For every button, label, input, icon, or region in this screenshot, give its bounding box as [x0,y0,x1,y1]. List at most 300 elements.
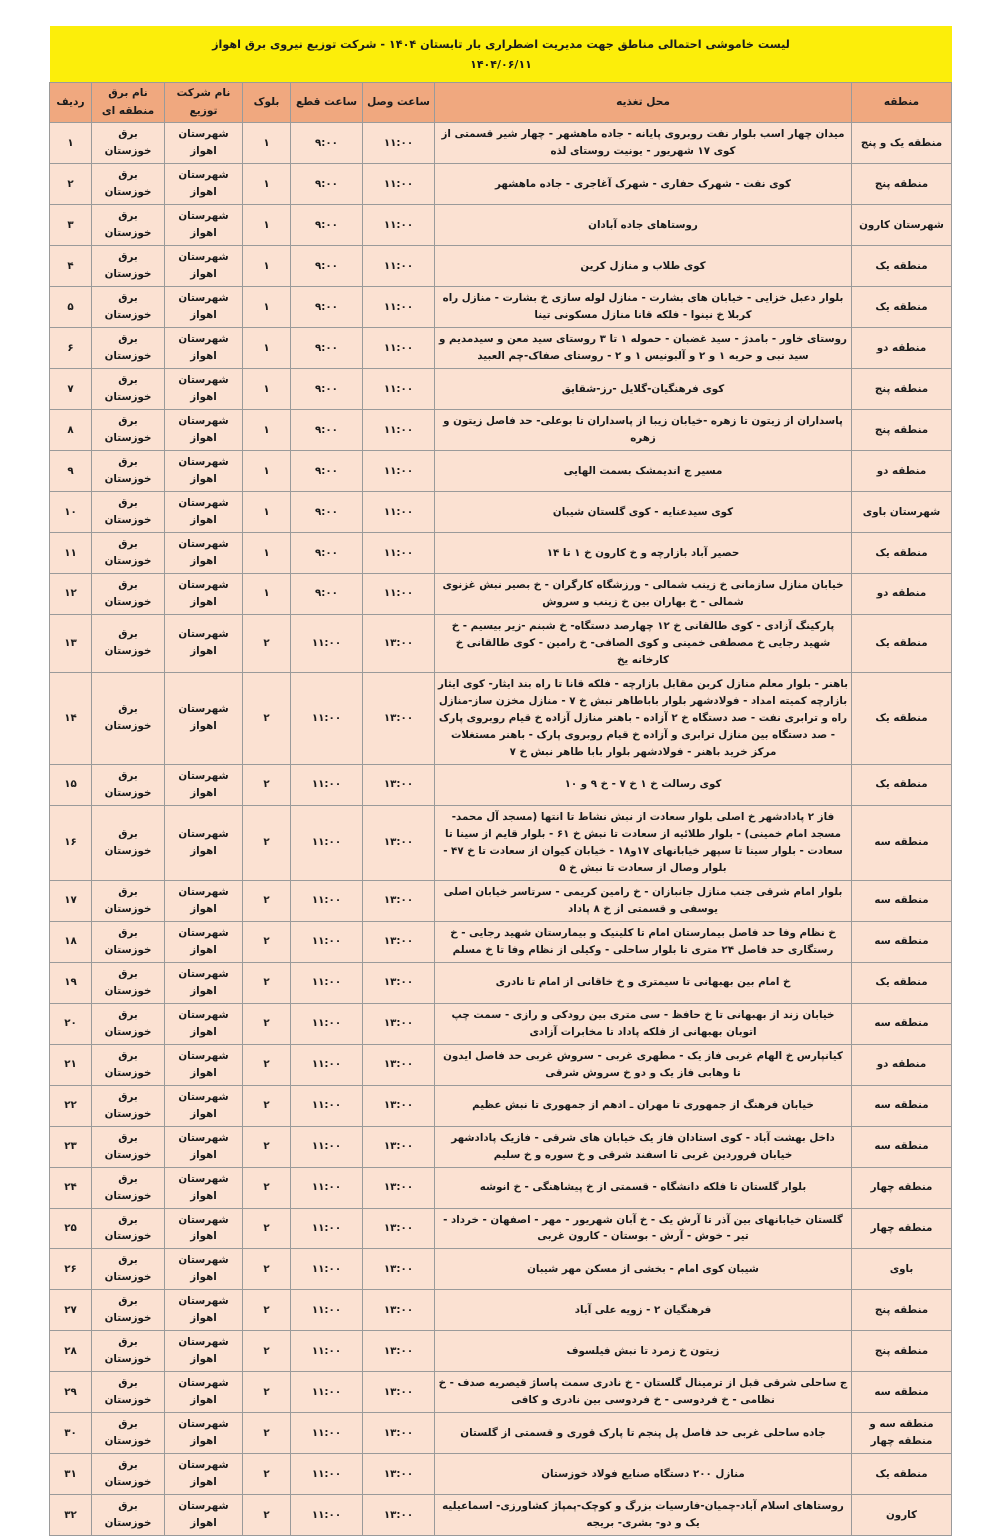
cell-block: ۱ [243,574,291,615]
cell-index: ۱۵ [50,764,92,805]
cell-distributor: شهرستان اهواز [165,369,243,410]
cell-time-off: ۱۱:۰۰ [291,921,363,962]
table-row [50,1454,952,1495]
cell-feed: پارکینگ آزادی - کوی طالقانی خ ۱۲ چهارصد دستگاه- خ شبنم -زیر بیسیم - خ شهید رجایی خ مصطفی خمینی و کوی الصافی- خ رامین - کوی طالقانی خ کارخانه یخ [435,614,852,672]
table-row [50,921,952,962]
cell-feed: کوی رسالت خ ۱ خ ۷ - خ ۹ و ۱۰ [435,764,852,805]
cell-time-off: ۱۱:۰۰ [291,1167,363,1208]
cell-index: ۱۴ [50,672,92,764]
cell-region: برق خوزستان [92,246,165,287]
cell-zone: منطقه چهار [852,1208,952,1249]
cell-index: ۷ [50,369,92,410]
cell-zone: منطقه یک [852,287,952,328]
cell-block: ۲ [243,1249,291,1290]
cell-region: برق خوزستان [92,287,165,328]
cell-distributor: شهرستان اهواز [165,1413,243,1454]
cell-region: برق خوزستان [92,880,165,921]
cell-time-on: ۱۳:۰۰ [363,805,435,880]
cell-time-on: ۱۳:۰۰ [363,1126,435,1167]
cell-time-on: ۱۳:۰۰ [363,1208,435,1249]
cell-region: برق خوزستان [92,410,165,451]
cell-block: ۱ [243,328,291,369]
cell-zone: منطقه یک [852,672,952,764]
cell-zone: منطقه سه [852,1372,952,1413]
table-row [50,1290,952,1331]
table-row [50,1044,952,1085]
cell-time-on: ۱۳:۰۰ [363,1167,435,1208]
cell-distributor: شهرستان اهواز [165,1044,243,1085]
cell-time-on: ۱۱:۰۰ [363,533,435,574]
cell-zone: شهرستان باوی [852,492,952,533]
cell-block: ۲ [243,1331,291,1372]
cell-block: ۲ [243,1495,291,1536]
cell-zone: منطقه یک [852,1454,952,1495]
cell-distributor: شهرستان اهواز [165,962,243,1003]
cell-zone: منطقه سه [852,880,952,921]
cell-zone: منطقه یک [852,533,952,574]
cell-zone: منطقه سه [852,805,952,880]
cell-block: ۲ [243,1413,291,1454]
cell-block: ۱ [243,533,291,574]
cell-time-off: ۹:۰۰ [291,492,363,533]
cell-zone: منطقه پنج [852,369,952,410]
cell-distributor: شهرستان اهواز [165,1208,243,1249]
table-row [50,764,952,805]
cell-zone: منطقه یک [852,246,952,287]
cell-index: ۲۷ [50,1290,92,1331]
cell-time-off: ۱۱:۰۰ [291,1085,363,1126]
cell-time-off: ۱۱:۰۰ [291,962,363,1003]
table-row [50,164,952,205]
column-header-idx: ردیف [50,83,92,123]
cell-time-off: ۱۱:۰۰ [291,1249,363,1290]
cell-time-off: ۹:۰۰ [291,164,363,205]
cell-region: برق خوزستان [92,451,165,492]
cell-time-off: ۱۱:۰۰ [291,1495,363,1536]
cell-time-off: ۱۱:۰۰ [291,614,363,672]
cell-feed: خیابان منازل سازمانی خ زینب شمالی - ورزشگاه کارگران - خ بصیر نبش غزنوی شمالی - خ بهاران بین خ زینب و سروش [435,574,852,615]
cell-feed: مسیر ج اندیمشک بسمت الهایی [435,451,852,492]
cell-region: برق خوزستان [92,123,165,164]
cell-region: برق خوزستان [92,1003,165,1044]
cell-block: ۲ [243,921,291,962]
cell-time-off: ۱۱:۰۰ [291,764,363,805]
cell-distributor: شهرستان اهواز [165,1495,243,1536]
cell-region: برق خوزستان [92,1126,165,1167]
cell-time-off: ۹:۰۰ [291,574,363,615]
cell-zone: منطقه سه و منطقه چهار [852,1413,952,1454]
cell-time-on: ۱۳:۰۰ [363,1454,435,1495]
cell-block: ۱ [243,369,291,410]
table-row [50,672,952,764]
cell-feed: بلوار امام شرقی جنب منازل جانبازان - خ رامین کریمی - سرتاسر خیابان اصلی یوسفی و قسمتی از خ ۸ پاداد [435,880,852,921]
cell-distributor: شهرستان اهواز [165,328,243,369]
cell-feed: فرهنگیان ۲ - زویه علی آباد [435,1290,852,1331]
cell-zone: منطقه سه [852,921,952,962]
cell-time-on: ۱۳:۰۰ [363,1495,435,1536]
cell-distributor: شهرستان اهواز [165,205,243,246]
cell-time-off: ۱۱:۰۰ [291,1290,363,1331]
cell-time-on: ۱۱:۰۰ [363,205,435,246]
cell-time-on: ۱۱:۰۰ [363,123,435,164]
cell-zone: منطقه یک [852,764,952,805]
table-row [50,1208,952,1249]
cell-block: ۱ [243,287,291,328]
cell-index: ۳۲ [50,1495,92,1536]
cell-distributor: شهرستان اهواز [165,574,243,615]
cell-time-on: ۱۳:۰۰ [363,880,435,921]
cell-index: ۲۰ [50,1003,92,1044]
cell-time-on: ۱۳:۰۰ [363,1372,435,1413]
column-header-zone: منطقه [852,83,952,123]
cell-region: برق خوزستان [92,1372,165,1413]
cell-distributor: شهرستان اهواز [165,764,243,805]
cell-distributor: شهرستان اهواز [165,1372,243,1413]
cell-time-on: ۱۳:۰۰ [363,1290,435,1331]
cell-block: ۲ [243,805,291,880]
cell-zone: منطقه چهار [852,1167,952,1208]
cell-zone: منطقه پنج [852,410,952,451]
cell-time-on: ۱۳:۰۰ [363,614,435,672]
cell-distributor: شهرستان اهواز [165,921,243,962]
cell-time-off: ۹:۰۰ [291,533,363,574]
cell-index: ۲۴ [50,1167,92,1208]
cell-feed: میدان چهار اسب بلوار نفت روبروی پایانه - جاده ماهشهر - چهار شیر قسمتی از کوی ۱۷ شهریور - یونیت روستای لذه [435,123,852,164]
cell-feed: ج ساحلی شرقی قبل از ترمینال گلستان - خ نادری سمت پاساژ قیصریه صدف - خ نظامی - خ فردوسی - خ فردوسی بین نادری و کافی [435,1372,852,1413]
cell-block: ۱ [243,451,291,492]
cell-distributor: شهرستان اهواز [165,1167,243,1208]
cell-feed: روستاهای اسلام آباد-چمیان-فارسیات بزرگ و کوچک-پمپاژ کشاورزی- اسماعیلیه یک و دو- بشری- بریجه [435,1495,852,1536]
cell-region: برق خوزستان [92,1167,165,1208]
cell-distributor: شهرستان اهواز [165,533,243,574]
cell-block: ۱ [243,410,291,451]
cell-region: برق خوزستان [92,805,165,880]
cell-time-on: ۱۱:۰۰ [363,410,435,451]
cell-time-off: ۹:۰۰ [291,246,363,287]
cell-time-off: ۹:۰۰ [291,410,363,451]
cell-feed: خیابان فرهنگ از جمهوری تا مهران ـ ادهم از جمهوری تا نبش عظیم [435,1085,852,1126]
cell-zone: منطقه دو [852,451,952,492]
cell-index: ۱۹ [50,962,92,1003]
cell-feed: پاسداران از زیتون تا زهره -خیابان زیبا از پاسداران تا بوعلی- حد فاصل زیتون و زهره [435,410,852,451]
cell-zone: منطقه پنج [852,1290,952,1331]
column-header-dist: نام شرکت توزیع [165,83,243,123]
cell-distributor: شهرستان اهواز [165,287,243,328]
cell-region: برق خوزستان [92,764,165,805]
cell-index: ۸ [50,410,92,451]
table-row [50,246,952,287]
cell-region: برق خوزستان [92,614,165,672]
table-row [50,533,952,574]
table-row [50,492,952,533]
cell-time-off: ۹:۰۰ [291,205,363,246]
cell-zone: شهرستان کارون [852,205,952,246]
cell-index: ۱۰ [50,492,92,533]
cell-index: ۱۶ [50,805,92,880]
cell-index: ۲ [50,164,92,205]
cell-distributor: شهرستان اهواز [165,672,243,764]
cell-region: برق خوزستان [92,672,165,764]
cell-time-off: ۱۱:۰۰ [291,1413,363,1454]
cell-feed: بلوار گلستان تا فلکه دانشگاه - قسمتی از خ پیشاهنگی - خ انوشه [435,1167,852,1208]
cell-distributor: شهرستان اهواز [165,614,243,672]
cell-index: ۱۷ [50,880,92,921]
table-row [50,1085,952,1126]
table-row [50,1372,952,1413]
cell-block: ۲ [243,1372,291,1413]
cell-block: ۱ [243,492,291,533]
cell-region: برق خوزستان [92,1290,165,1331]
cell-block: ۱ [243,164,291,205]
cell-block: ۱ [243,205,291,246]
cell-block: ۱ [243,123,291,164]
table-row [50,328,952,369]
cell-distributor: شهرستان اهواز [165,123,243,164]
cell-time-off: ۹:۰۰ [291,287,363,328]
cell-region: برق خوزستان [92,164,165,205]
cell-feed: کوی سیدعنایه - کوی گلستان شیبان [435,492,852,533]
cell-feed: خ نظام وفا حد فاصل بیمارستان امام تا کلینیک و بیمارستان شهید رجایی - خ رستگاری حد فاصل ۲۴ متری تا بلوار ساحلی - وکیلی از نظام وفا تا خ مسلم [435,921,852,962]
cell-block: ۲ [243,764,291,805]
cell-distributor: شهرستان اهواز [165,1290,243,1331]
cell-time-off: ۱۱:۰۰ [291,1126,363,1167]
cell-region: برق خوزستان [92,1044,165,1085]
table-row [50,205,952,246]
cell-zone: منطقه پنج [852,164,952,205]
cell-index: ۳۰ [50,1413,92,1454]
cell-time-on: ۱۳:۰۰ [363,921,435,962]
cell-distributor: شهرستان اهواز [165,410,243,451]
cell-feed: روستاهای جاده آبادان [435,205,852,246]
cell-region: برق خوزستان [92,492,165,533]
cell-time-on: ۱۳:۰۰ [363,1085,435,1126]
cell-index: ۲۶ [50,1249,92,1290]
cell-region: برق خوزستان [92,1208,165,1249]
cell-index: ۲۹ [50,1372,92,1413]
cell-index: ۲۸ [50,1331,92,1372]
cell-region: برق خوزستان [92,369,165,410]
cell-index: ۲۵ [50,1208,92,1249]
cell-time-on: ۱۳:۰۰ [363,962,435,1003]
cell-time-off: ۹:۰۰ [291,451,363,492]
table-row [50,880,952,921]
table-row [50,410,952,451]
table-header-row [50,83,952,123]
table-row [50,369,952,410]
report-date: ۱۴۰۴/۰۶/۱۱ [470,58,532,72]
cell-time-on: ۱۱:۰۰ [363,164,435,205]
cell-distributor: شهرستان اهواز [165,1003,243,1044]
cell-block: ۲ [243,1044,291,1085]
column-header-off: ساعت قطع [291,83,363,123]
cell-block: ۲ [243,1167,291,1208]
cell-block: ۱ [243,246,291,287]
cell-time-off: ۱۱:۰۰ [291,1454,363,1495]
cell-feed: بلوار دعبل خزایی - خیابان های بشارت - منازل لوله سازی خ بشارت - منازل راه کربلا خ نینوا - فلکه قانا منازل مسکونی تینا [435,287,852,328]
cell-zone: منطقه دو [852,328,952,369]
cell-distributor: شهرستان اهواز [165,1126,243,1167]
cell-region: برق خوزستان [92,1331,165,1372]
column-header-block: بلوک [243,83,291,123]
cell-time-on: ۱۱:۰۰ [363,328,435,369]
cell-block: ۲ [243,672,291,764]
cell-block: ۲ [243,1454,291,1495]
cell-feed: باهنر - بلوار معلم منازل کربن مقابل بازارچه - فلکه قانا تا راه بند ایثار- کوی ایثار بازارچه کمیته امداد - فولادشهر بلوار باباطاهر نبش خ ۷ - منازل مخزن ساز-منازل راه و ترابری نفت - صد دستگاه خ ۲ آزاده - باهنر منازل آزاده خ قیام روبروی پارک - صد دستگاه بین منازل ترابری و آزاده خ قیام روبروی پارک - باهنر مستغلات مرکز خرید باهنر - فولادشهر بلوار بابا طاهر نبش خ ۷ [435,672,852,764]
cell-zone: منطقه دو [852,574,952,615]
cell-index: ۲۲ [50,1085,92,1126]
table-row [50,962,952,1003]
table-row [50,1413,952,1454]
cell-index: ۲۱ [50,1044,92,1085]
title-banner [50,26,952,82]
cell-feed: شیبان کوی امام - بخشی از مسکن مهر شیبان [435,1249,852,1290]
cell-feed: کوی طلاب و منازل کرین [435,246,852,287]
cell-block: ۲ [243,1003,291,1044]
cell-feed: منازل ۲۰۰ دستگاه صنایع فولاد خوزستان [435,1454,852,1495]
table-body [50,123,952,1536]
cell-feed: خیابان زند از بهبهانی تا خ حافظ - سی متری بین رودکی و رازی - سمت چپ اتوبان بهبهانی از فلکه پاداد تا مخابرات آزادی [435,1003,852,1044]
cell-region: برق خوزستان [92,1495,165,1536]
table-row [50,805,952,880]
cell-index: ۳ [50,205,92,246]
cell-time-on: ۱۱:۰۰ [363,492,435,533]
cell-block: ۲ [243,614,291,672]
page-title: لیست خاموشی احتمالی مناطق جهت مدیریت اضطراری بار تابستان ۱۴۰۴ - شرکت توزیع نیروی برق اهواز [212,38,790,51]
cell-index: ۳۱ [50,1454,92,1495]
cell-block: ۲ [243,1290,291,1331]
cell-feed: فاز ۲ پادادشهر خ اصلی بلوار سعادت از نبش نشاط تا انتها (مسجد آل محمد- مسجد امام خمینی) - بلوار طلائیه از سعادت تا نبش خ ۶۱ - بلوار قایم از سینا تا سعادت - بلوار سینا تا سپهر خیابانهای ۱۷و۱۸ - خیابان کیوان از سعادت تا خ ۴۷ - بلوار وصال از سعادت تا نبش خ ۵ [435,805,852,880]
table-row [50,287,952,328]
table-row [50,1249,952,1290]
cell-time-off: ۱۱:۰۰ [291,1372,363,1413]
table-row [50,1495,952,1536]
cell-distributor: شهرستان اهواز [165,1085,243,1126]
cell-distributor: شهرستان اهواز [165,246,243,287]
cell-index: ۲۳ [50,1126,92,1167]
cell-distributor: شهرستان اهواز [165,164,243,205]
column-header-feed: محل تغذیه [435,83,852,123]
table-row [50,1003,952,1044]
cell-feed: حصیر آباد بازارچه و خ کارون خ ۱ تا ۱۴ [435,533,852,574]
cell-index: ۴ [50,246,92,287]
table-row [50,123,952,164]
cell-region: برق خوزستان [92,962,165,1003]
cell-time-on: ۱۳:۰۰ [363,1249,435,1290]
cell-index: ۱۲ [50,574,92,615]
cell-region: برق خوزستان [92,533,165,574]
cell-region: برق خوزستان [92,1454,165,1495]
table-row [50,1331,952,1372]
cell-distributor: شهرستان اهواز [165,1249,243,1290]
cell-time-off: ۱۱:۰۰ [291,805,363,880]
column-header-region: نام برق منطقه ای [92,83,165,123]
cell-time-off: ۹:۰۰ [291,369,363,410]
cell-feed: کوی فرهنگیان-گلایل -رز-شقایق [435,369,852,410]
cell-zone: منطقه پنج [852,1331,952,1372]
cell-distributor: شهرستان اهواز [165,880,243,921]
cell-feed: گلستان خیابانهای بین آذر تا آرش یک - خ آبان شهریور - مهر - اصفهان - خرداد - تیر - خوش - آرش - بوستان - کارون غربی [435,1208,852,1249]
cell-region: برق خوزستان [92,921,165,962]
cell-feed: روستای خاور - بامدژ - سید غضبان - حموله ۱ تا ۳ روستای سید معن و سیدمدیم و سید نبی و حریه ۱ و ۲ و آلبونیس ۱ و ۲ - روستای صفاک-چم العبید [435,328,852,369]
table-row [50,451,952,492]
cell-block: ۲ [243,1208,291,1249]
cell-region: برق خوزستان [92,1413,165,1454]
cell-block: ۲ [243,1126,291,1167]
cell-region: برق خوزستان [92,205,165,246]
cell-time-on: ۱۱:۰۰ [363,451,435,492]
cell-index: ۱۳ [50,614,92,672]
cell-time-off: ۹:۰۰ [291,328,363,369]
cell-time-off: ۹:۰۰ [291,123,363,164]
cell-feed: کوی نفت - شهرک حفاری - شهرک آغاجری - جاده ماهشهر [435,164,852,205]
cell-time-on: ۱۳:۰۰ [363,1044,435,1085]
cell-zone: کارون [852,1495,952,1536]
cell-time-off: ۱۱:۰۰ [291,1003,363,1044]
cell-index: ۱ [50,123,92,164]
column-header-on: ساعت وصل [363,83,435,123]
cell-time-off: ۱۱:۰۰ [291,672,363,764]
cell-zone: منطقه سه [852,1085,952,1126]
table-row [50,574,952,615]
cell-block: ۲ [243,880,291,921]
table-row [50,614,952,672]
cell-index: ۶ [50,328,92,369]
cell-index: ۱۱ [50,533,92,574]
cell-zone: منطقه دو [852,1044,952,1085]
cell-zone: منطقه یک [852,962,952,1003]
cell-region: برق خوزستان [92,574,165,615]
cell-index: ۱۸ [50,921,92,962]
cell-time-on: ۱۳:۰۰ [363,1413,435,1454]
cell-time-on: ۱۱:۰۰ [363,287,435,328]
cell-index: ۹ [50,451,92,492]
cell-time-on: ۱۳:۰۰ [363,672,435,764]
cell-region: برق خوزستان [92,1085,165,1126]
cell-distributor: شهرستان اهواز [165,492,243,533]
cell-zone: منطقه سه [852,1003,952,1044]
cell-zone: منطقه سه [852,1126,952,1167]
cell-feed: زیتون خ زمرد تا نبش فیلسوف [435,1331,852,1372]
cell-time-on: ۱۳:۰۰ [363,1003,435,1044]
cell-feed: خ امام بین بهبهانی تا سیمتری و خ خاقانی از امام تا نادری [435,962,852,1003]
cell-region: برق خوزستان [92,1249,165,1290]
cell-zone: باوی [852,1249,952,1290]
cell-block: ۲ [243,962,291,1003]
table-row [50,1167,952,1208]
cell-distributor: شهرستان اهواز [165,451,243,492]
cell-block: ۲ [243,1085,291,1126]
cell-distributor: شهرستان اهواز [165,805,243,880]
cell-time-off: ۱۱:۰۰ [291,880,363,921]
cell-time-off: ۱۱:۰۰ [291,1044,363,1085]
cell-zone: منطقه یک و پنج [852,123,952,164]
cell-time-on: ۱۳:۰۰ [363,764,435,805]
cell-time-off: ۱۱:۰۰ [291,1208,363,1249]
cell-zone: منطقه یک [852,614,952,672]
cell-time-on: ۱۳:۰۰ [363,1331,435,1372]
cell-feed: کیانپارس خ الهام غربی فاز یک - مطهری غربی - سروش غربی حد فاصل ایدون تا وهابی فاز یک و دو خ سروش شرقی [435,1044,852,1085]
cell-time-on: ۱۱:۰۰ [363,574,435,615]
cell-time-on: ۱۱:۰۰ [363,369,435,410]
table-row [50,1126,952,1167]
cell-distributor: شهرستان اهواز [165,1454,243,1495]
cell-distributor: شهرستان اهواز [165,1331,243,1372]
outage-schedule-table [49,82,952,1536]
cell-feed: داخل بهشت آباد - کوی استادان فاز یک خیابان های شرقی - فازیک پادادشهر خیابان فروردین غربی تا اسفند شرقی و خ سوره و خ سلیم [435,1126,852,1167]
cell-region: برق خوزستان [92,328,165,369]
cell-index: ۵ [50,287,92,328]
cell-time-off: ۱۱:۰۰ [291,1331,363,1372]
